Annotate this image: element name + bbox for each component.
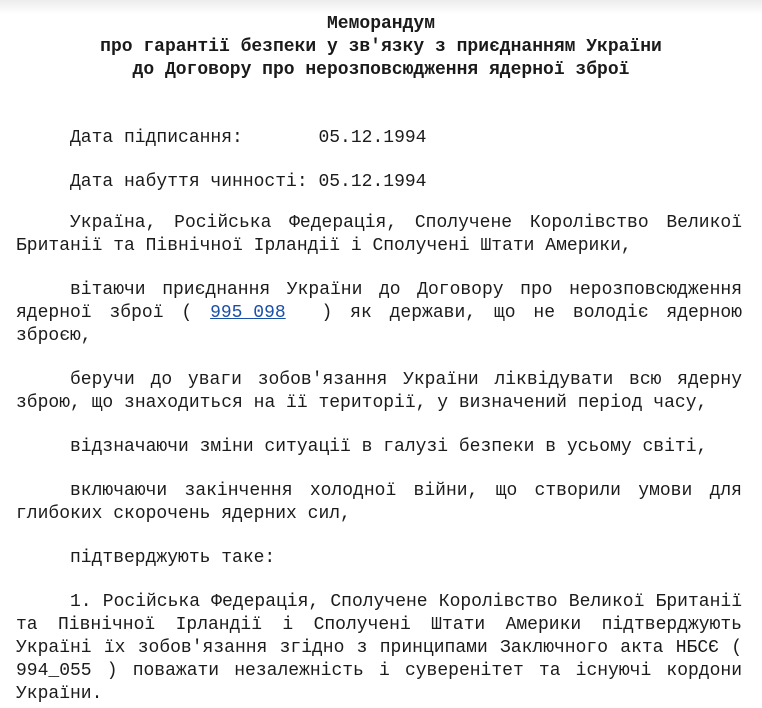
- document-body: [16, 13, 742, 706]
- signing-date-label: Дата підписання:: [70, 128, 243, 148]
- title-line-3: до Договору про нерозповсюдження ядерної зброї: [132, 60, 630, 80]
- title-line-2: про гарантії безпеки у зв'язку з приєднанням України: [100, 37, 662, 57]
- effective-date-row: [16, 171, 742, 194]
- paragraph-welcoming-text-end: ) як держави, що не володіє ядерною зброєю,: [16, 303, 742, 346]
- paragraph-welcoming-text: вітаючи приєднання України до Договору про нерозповсюдження ядерної зброї (: [16, 280, 742, 323]
- paragraph-cold-war: включаючи закінчення холодної війни, що створили умови для глибоких скорочень ядерних сил,: [16, 481, 742, 524]
- effective-date-value: 05.12.1994: [318, 172, 427, 192]
- treaty-link-995-098[interactable]: 995_098: [210, 303, 286, 323]
- effective-date-label: Дата набуття чинності:: [70, 172, 308, 192]
- document-meta: [16, 127, 742, 194]
- article-1: 1. Російська Федерація, Сполучене Королівство Великої Британії та Північної Ірландії і Сполучені Штати Америки підтверджують Україні їх зобов'язання згідно з принципами Заключного акта НБСЄ ( 994_055 ) поважати незалежність і суверенітет та існуючі кордони України.: [16, 592, 742, 704]
- top-shadow: [0, 0, 762, 14]
- document-title: [0, 13, 762, 82]
- paragraph-parties: Україна, Російська Федерація, Сполучене Королівство Великої Британії та Північної Ірландії і Сполучені Штати Америки,: [16, 213, 742, 256]
- signing-date-value: 05.12.1994: [318, 128, 427, 148]
- signing-date-row: [16, 127, 742, 150]
- paragraph-commitment: беручи до уваги зобов'язання України ліквідувати всю ядерну зброю, що знаходиться на її території, у визначений період часу,: [16, 370, 742, 413]
- paragraph-security-changes: відзначаючи зміни ситуації в галузі безпеки в усьому світі,: [70, 437, 708, 457]
- title-line-1: Меморандум: [326, 14, 436, 34]
- paragraph-welcoming: [16, 279, 742, 348]
- paragraph-affirm: підтверджують таке:: [70, 548, 276, 568]
